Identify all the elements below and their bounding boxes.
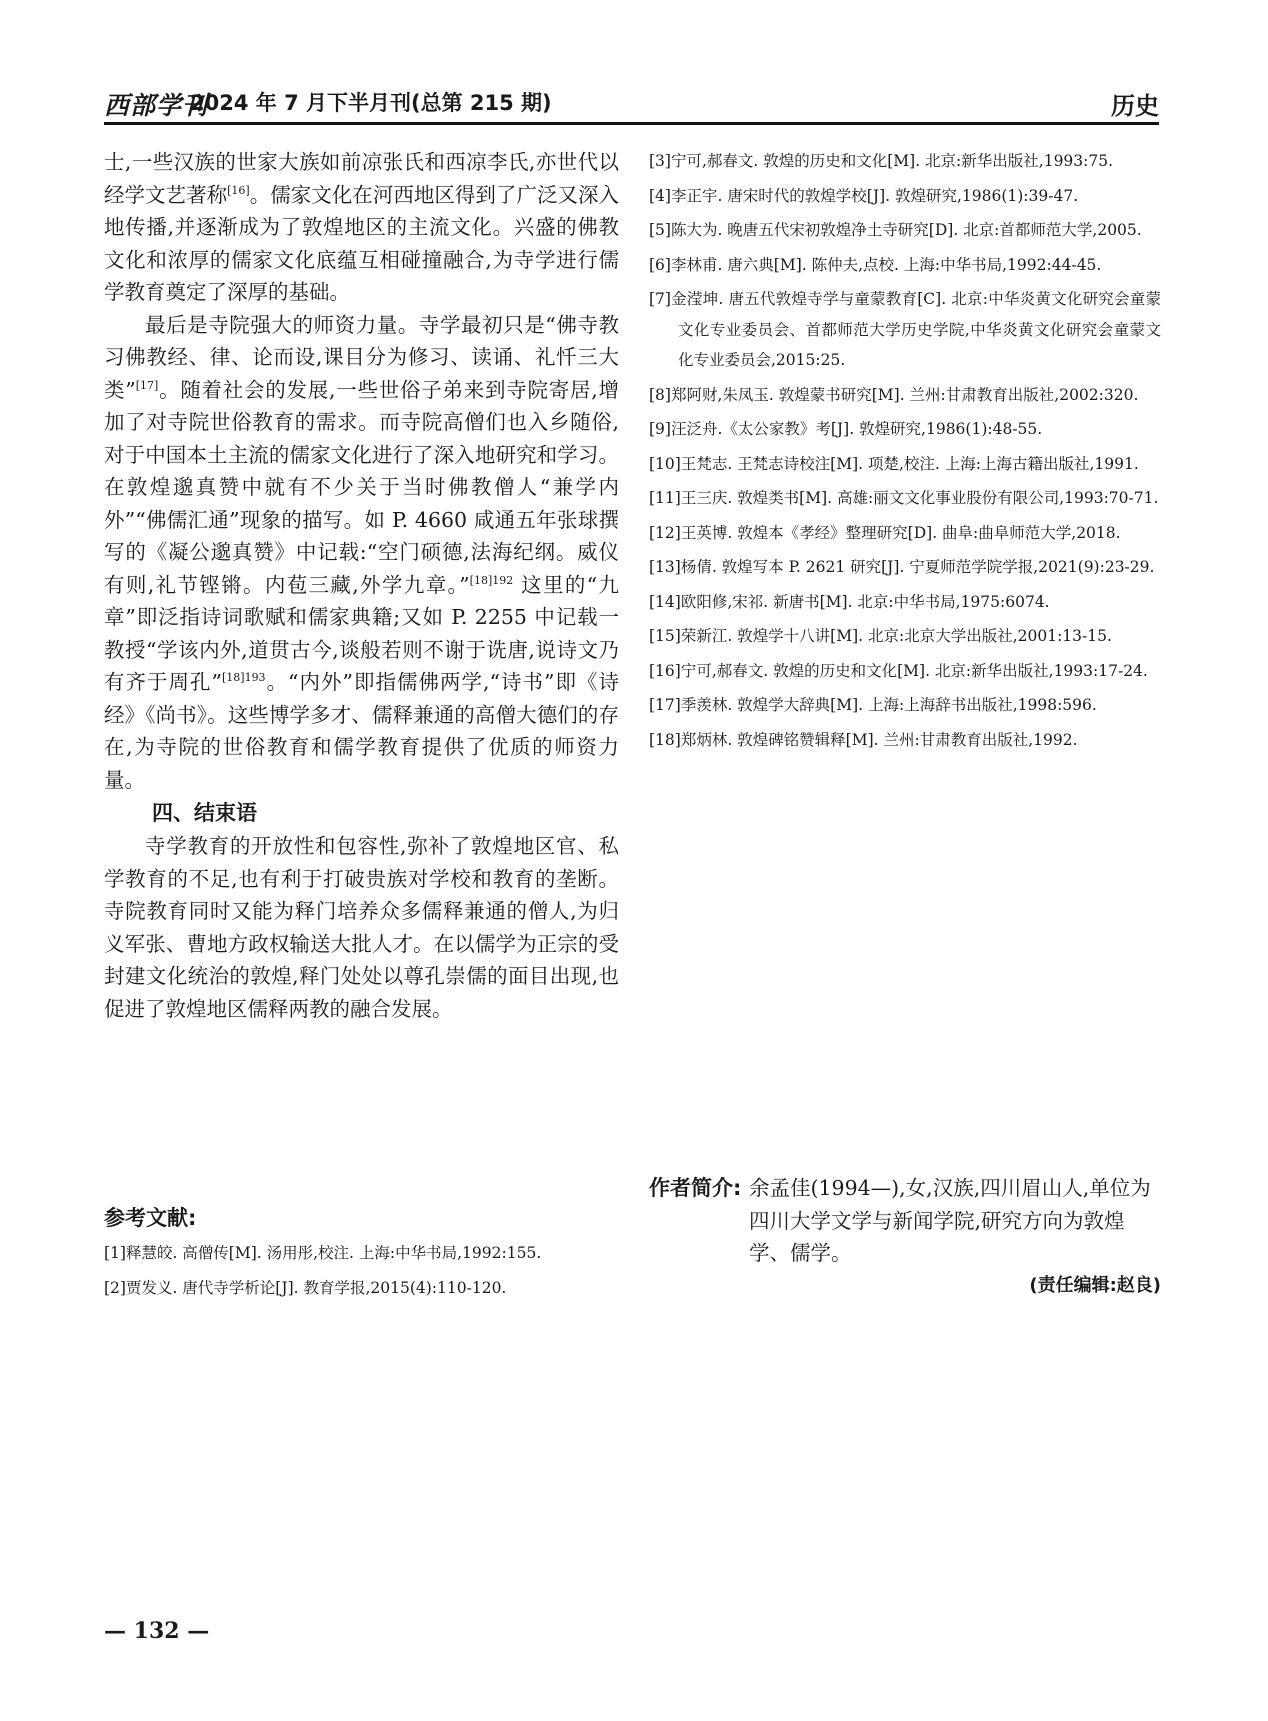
reference-item: [12]王英博. 敦煌本《孝经》整理研究[D]. 曲阜:曲阜师范大学,2018. — [649, 523, 1121, 542]
author-bio — [649, 1172, 1161, 1270]
references-title: 参考文献: — [104, 1206, 197, 1230]
reference-item: [6]李林甫. 唐六典[M]. 陈仲夫,点校. 上海:中华书局,1992:44-45. — [649, 255, 1102, 274]
reference-item: [14]欧阳修,宋祁. 新唐书[M]. 北京:中华书局,1975:6074. — [649, 592, 1050, 611]
responsible-editor: (责任编辑:赵良) — [1029, 1275, 1161, 1296]
page-header — [104, 82, 1159, 125]
reference-item: [13]杨倩. 敦煌写本 P. 2621 研究[J]. 宁夏师范学院学报,2021(9):23-29. — [649, 558, 1155, 576]
reference-item: [2]贾发义. 唐代寺学析论[J]. 教育学报,2015(4):110-120. — [104, 1278, 507, 1297]
journal-logo: 西部学刊 — [104, 91, 209, 120]
author-bio-text: 余孟佳(1994—),女,汉族,四川眉山人,单位为四川大学文学与新闻学院,研究方向为敦煌学、儒学。 — [749, 1176, 1151, 1265]
reference-item: [15]荣新江. 敦煌学十八讲[M]. 北京:北京大学出版社,2001:13-15. — [649, 627, 1112, 645]
references-list-left — [104, 1238, 619, 1307]
author-bio-label: 作者简介: — [649, 1176, 742, 1200]
body-paragraph: 最后是寺院强大的师资力量。寺学最初只是“佛寺教习佛教经、律、论而设,课目分为修习、读诵、礼忏三大类”[17]。随着社会的发展,一些世俗子弟来到寺院寄居,增加了对寺院世俗教育的需求。而寺院高僧们也入乡随俗,对于中国本土主流的儒家文化进行了深入地研究和学习。在敦煌邈真赞中就有不少关于当时佛教僧人“兼学内外”“佛儒汇通”现象的描写。如 P. 4660 咸通五年张球撰写的《凝公邈真赞》中记载:“空门硕德,法海纪纲。威仪有则,礼节铿锵。内苞三藏,外学九章。”$^{[18]192}$ 这里的“九章”即泛指诗词歌赋和儒家典籍;又如 P. 2255 中记载一教授“学该内外,道贯古今,谈般若则不谢于诜唐,说诗文乃有齐于周孔”$^{[18]193}$。“内外”即指儒佛两学,“诗书”即《诗经》《尚书》。这些博学多才、儒释兼通的高僧大德们的存在,为寺院的世俗教育和儒学教育提供了优质的师资力量。 — [104, 312, 620, 792]
citation: [16] — [227, 183, 250, 197]
reference-item: [7]金滢坤. 唐五代敦煌寺学与童蒙教育[C]. 北京:中华炎黄文化研究会童蒙文化专业委员会、首都师范大学历史学院,中华炎黄文化研究会童蒙文化专业委员会,2015:25. — [649, 290, 1161, 369]
reference-item: [1]释慧皎. 高僧传[M]. 汤用彤,校注. 上海:中华书局,1992:155. — [104, 1244, 542, 1262]
left-column — [104, 146, 619, 1025]
references-list-right — [649, 146, 1161, 759]
reference-item: [4]李正宇. 唐宋时代的敦煌学校[J]. 敦煌研究,1986(1):39-47. — [649, 186, 1079, 205]
reference-item: [5]陈大为. 晚唐五代宋初敦煌净土寺研究[D]. 北京:首都师范大学,2005. — [649, 221, 1142, 239]
reference-item: [3]宁可,郝春文. 敦煌的历史和文化[M]. 北京:新华出版社,1993:75. — [649, 152, 1114, 170]
section-title: 历史 — [1111, 92, 1159, 120]
reference-item: [11]王三庆. 敦煌类书[M]. 高雄:丽文文化事业股份有限公司,1993:70-71. — [649, 489, 1159, 507]
issue-info: 2024 年 7 月下半月刊(总第 215 期) — [190, 91, 552, 115]
citation: [17] — [135, 378, 159, 392]
citation: [18]192 — [469, 573, 514, 587]
citation: [18]193 — [221, 671, 266, 684]
reference-item: [16]宁可,郝春文. 敦煌的历史和文化[M]. 北京:新华出版社,1993:17-24. — [649, 661, 1148, 680]
body-paragraph: 士,一些汉族的世家大族如前凉张氏和西凉李氏,亦世代以经学文艺著称[16]。儒家文化在河西地区得到了广泛又深入地传播,并逐渐成为了敦煌地区的主流文化。兴盛的佛教文化和浓厚的儒家文化底蕴互相碰撞融合,为寺学进行儒学教育奠定了深厚的基础。 — [104, 150, 620, 304]
reference-item: [8]郑阿财,朱凤玉. 敦煌蒙书研究[M]. 兰州:甘肃教育出版社,2002:320. — [649, 385, 1139, 404]
section-heading: 四、结束语 — [152, 801, 257, 825]
body-paragraph: 寺学教育的开放性和包容性,弥补了敦煌地区官、私学教育的不足,也有利于打破贵族对学校和教育的垄断。寺院教育同时又能为释门培养众多儒释兼通的僧人,为归义军张、曹地方政权输送大批人才。在以儒学为正宗的受封建文化统治的敦煌,释门处处以尊孔崇儒的面目出现,也促进了敦煌地区儒释两教的融合发展。 — [104, 834, 619, 1021]
page-number: — 132 — — [104, 1618, 210, 1644]
reference-item: [10]王梵志. 王梵志诗校注[M]. 项楚,校注. 上海:上海古籍出版社,1991. — [649, 454, 1139, 473]
reference-item: [9]汪泛舟.《太公家教》考[J]. 敦煌研究,1986(1):48-55. — [649, 420, 1043, 438]
reference-item: [17]季羡林. 敦煌学大辞典[M]. 上海:上海辞书出版社,1998:596. — [649, 696, 1097, 714]
reference-item: [18]郑炳林. 敦煌碑铭赞辑释[M]. 兰州:甘肃教育出版社,1992. — [649, 730, 1078, 749]
